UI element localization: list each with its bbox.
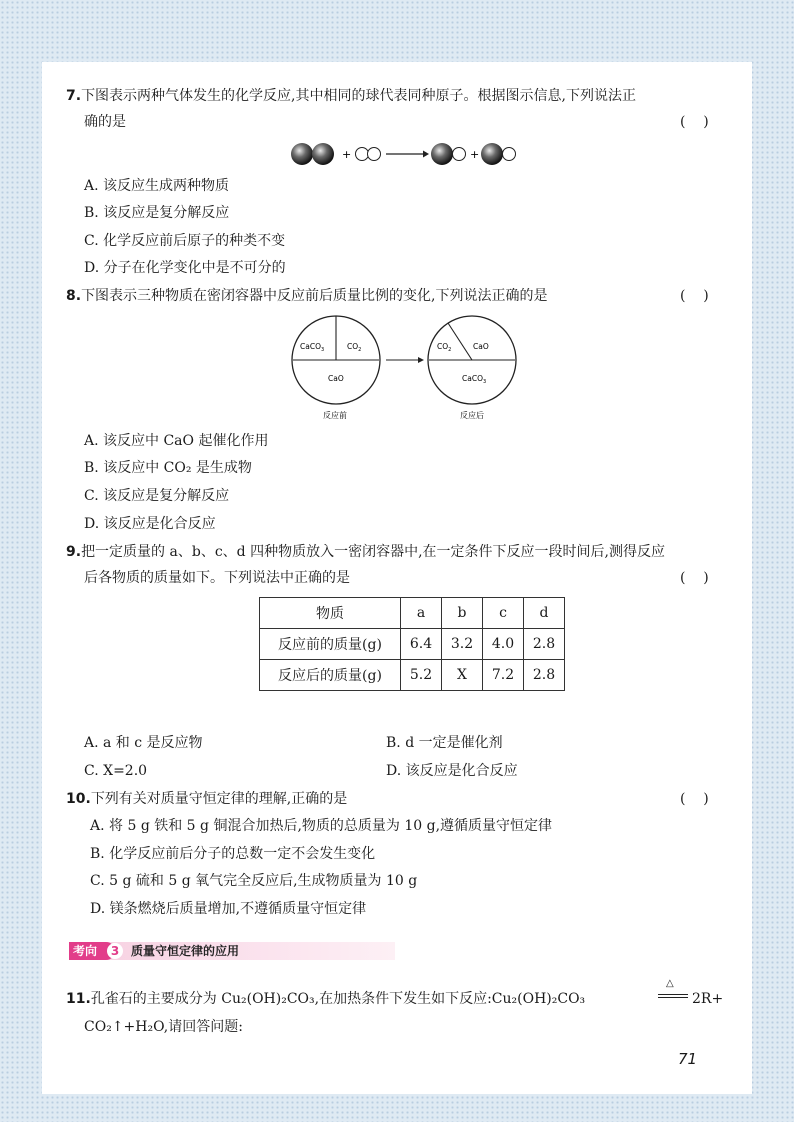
page-number: 71 [678,1050,698,1068]
table-cell: X [442,660,483,691]
question-8-option-d[interactable]: D. 该反应是化合反应 [84,516,216,532]
question-9-stem: 把一定质量的 a、b、c、d 四种物质放入一密闭容器中,在一定条件下反应一段时间后,测得反应 [81,544,665,560]
before-co2-label: $CO_2$ [347,342,362,353]
mass-data-table [259,597,565,691]
question-7-line2: 确的是 [84,114,126,130]
reaction-arrow-head [423,151,429,158]
question-8-stem: 下图表示三种物质在密闭容器中反应前后质量比例的变化,下列说法正确的是 [81,288,548,304]
after-caption: 反应后 [460,411,484,420]
question-7-number: 7. [66,88,82,104]
equals-line-top [658,994,688,995]
molecule-reaction-diagram [280,138,530,170]
light-atom [503,148,516,161]
question-8-answer-blank: ( ) [680,288,709,304]
question-11-line1-end: 2R+ [692,991,724,1007]
table-cell: 5.2 [401,660,442,691]
table-cell: 反应前的质量(g) [260,629,401,660]
table-row [260,629,565,660]
question-9-option-a[interactable]: A. a 和 c 是反应物 [84,735,203,751]
question-9-line2: 后各物质的质量如下。下列说法中正确的是 [84,570,350,586]
question-9-line1 [66,542,665,562]
table-cell: 反应后的质量(g) [260,660,401,691]
question-11-line2: CO₂↑+H₂O,请回答问题: [84,1019,243,1035]
after-cao-label: CaO [473,342,489,351]
table-cell: 4.0 [483,629,524,660]
question-11-number: 11. [66,991,91,1007]
plus-sign: + [470,148,480,161]
question-8-option-c[interactable]: C. 该反应是复分解反应 [84,488,230,504]
question-8-number: 8. [66,288,82,304]
table-cell: 2.8 [524,629,565,660]
heat-condition-equals [658,978,688,1004]
table-header-cell: 物质 [260,598,401,629]
question-10-option-d[interactable]: D. 镁条燃烧后质量增加,不遵循质量守恒定律 [90,901,367,917]
table-header-cell: b [442,598,483,629]
question-9-number: 9. [66,544,82,560]
question-9-option-c[interactable]: C. X=2.0 [84,763,148,779]
question-7-stem: 下图表示两种气体发生的化学反应,其中相同的球代表同种原子。根据图示信息,下列说法正 [81,88,636,104]
table-row [260,660,565,691]
diagram-arrow-head [418,357,424,363]
question-9-option-d[interactable]: D. 该反应是化合反应 [386,763,518,779]
section-tag: 考向 [69,942,115,960]
question-9-answer-blank: ( ) [680,570,709,586]
before-caption: 反应前 [323,411,347,420]
question-7-answer-blank: ( ) [680,114,709,130]
question-10-option-a[interactable]: A. 将 5 g 铁和 5 g 铜混合加热后,物质的总质量为 10 g,遵循质量守恒定律 [90,818,553,834]
dark-atom [431,143,453,165]
table-cell: 2.8 [524,660,565,691]
question-10-option-c[interactable]: C. 5 g 硫和 5 g 氧气完全反应后,生成物质量为 10 g [90,873,418,889]
heat-symbol: △ [666,978,674,989]
dark-atom [312,143,334,165]
dark-atom [481,143,503,165]
table-header-row [260,598,565,629]
section-banner [69,942,395,960]
question-8-line1 [66,286,548,306]
question-8-option-a[interactable]: A. 该反应中 CaO 起催化作用 [84,433,269,449]
question-10-line1 [66,789,347,809]
table-header-cell: d [524,598,565,629]
plus-sign: + [342,148,352,161]
before-caco3-label: CaCO$_3$ [300,342,325,353]
question-10-number: 10. [66,791,91,807]
light-atom [453,148,466,161]
after-caco3-label: CaCO$_3$ [462,374,487,385]
question-11-text: 孔雀石的主要成分为 Cu₂(OH)₂CO₃,在加热条件下发生如下反应:Cu₂(OH)₂CO₃ [90,991,586,1007]
table-header-cell: a [401,598,442,629]
question-7-option-a[interactable]: A. 该反应生成两种物质 [84,178,230,194]
section-number-badge: 3 [107,943,123,959]
question-7-line1 [66,86,636,106]
after-co2-label: $CO_2$ [437,342,452,353]
question-8-option-b[interactable]: B. 该反应中 CO₂ 是生成物 [84,460,252,476]
question-7-option-c[interactable]: C. 化学反应前后原子的种类不变 [84,233,286,249]
question-9-option-b[interactable]: B. d 一定是催化剂 [386,735,503,751]
table-cell: 7.2 [483,660,524,691]
light-atom [356,148,369,161]
light-atom [368,148,381,161]
before-cao-label: CaO [328,374,344,383]
question-10-option-b[interactable]: B. 化学反应前后分子的总数一定不会发生变化 [90,846,376,862]
table-header-cell: c [483,598,524,629]
table-cell: 3.2 [442,629,483,660]
question-10-stem: 下列有关对质量守恒定律的理解,正确的是 [90,791,348,807]
dark-atom [291,143,313,165]
table-cell: 6.4 [401,629,442,660]
question-11-line1 [66,989,585,1009]
equals-line-bottom [658,997,688,998]
mass-ratio-pie-diagram [290,312,520,430]
question-10-answer-blank: ( ) [680,791,709,807]
question-7-option-d[interactable]: D. 分子在化学变化中是不可分的 [84,260,286,276]
section-title: 质量守恒定律的应用 [131,944,240,958]
question-7-option-b[interactable]: B. 该反应是复分解反应 [84,205,230,221]
